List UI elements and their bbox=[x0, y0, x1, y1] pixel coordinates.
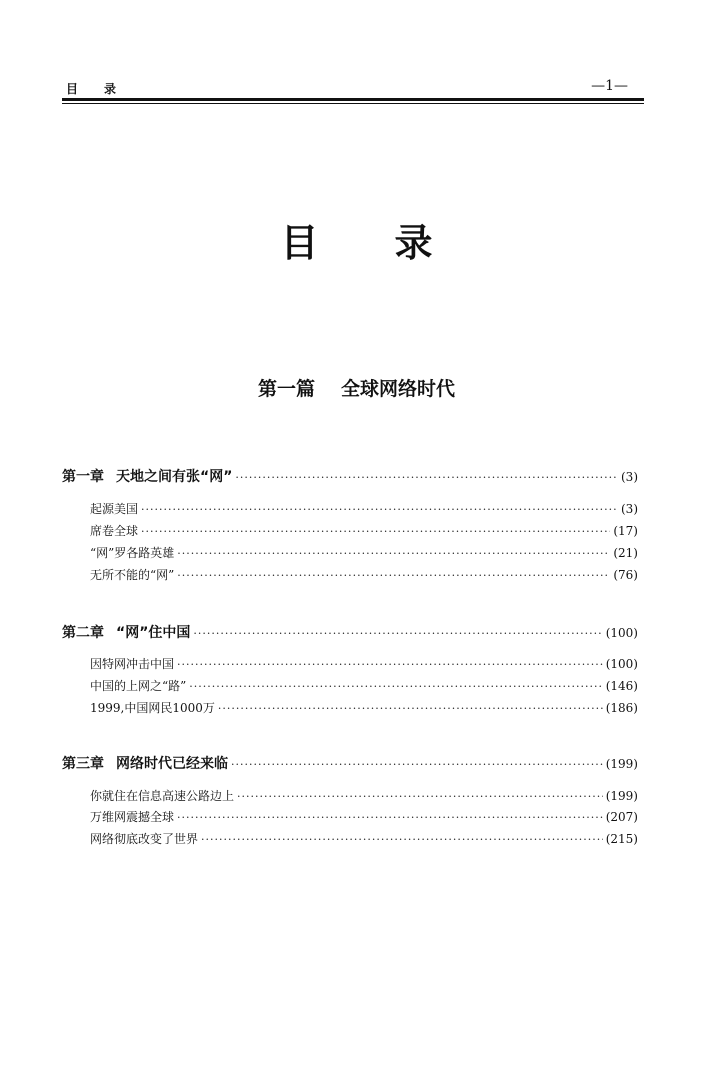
part-title: 全球网络时代 bbox=[341, 378, 456, 400]
dot-leader bbox=[141, 503, 618, 516]
section-title: 因特网冲击中国 bbox=[90, 657, 175, 671]
toc-chapter-3[interactable] bbox=[62, 753, 638, 773]
dot-leader bbox=[177, 547, 610, 560]
toc-chapter-2[interactable] bbox=[62, 622, 638, 642]
dot-leader bbox=[177, 658, 603, 671]
dot-leader bbox=[177, 569, 610, 582]
toc-section[interactable] bbox=[90, 500, 638, 517]
chapter-number: 第一章 bbox=[62, 469, 104, 485]
section-title: 1999,中国网民1000万 bbox=[90, 701, 215, 715]
dot-leader bbox=[218, 702, 603, 715]
section-page: (17) bbox=[613, 524, 638, 538]
header-rule-thin bbox=[62, 103, 644, 104]
section-title: 万维网震撼全球 bbox=[90, 810, 175, 824]
toc-section[interactable] bbox=[90, 830, 638, 847]
header-rule-thick bbox=[62, 98, 644, 101]
section-title: 网络彻底改变了世界 bbox=[90, 832, 199, 846]
section-title: 中国的上网之“路” bbox=[90, 679, 187, 693]
dot-leader bbox=[201, 833, 603, 846]
page-title: 目录 bbox=[280, 221, 509, 265]
dot-leader bbox=[141, 525, 610, 538]
toc-section[interactable] bbox=[90, 522, 638, 539]
section-title: 起源美国 bbox=[90, 502, 139, 516]
chapter-title: 天地之间有张“网” bbox=[116, 469, 233, 485]
chapter-title: “网”住中国 bbox=[116, 625, 191, 641]
part-label: 第一篇 bbox=[257, 378, 315, 400]
dot-leader bbox=[177, 811, 603, 824]
toc-section[interactable] bbox=[90, 677, 638, 694]
section-page: (215) bbox=[605, 832, 638, 846]
section-title: 席卷全球 bbox=[90, 524, 139, 538]
toc-section[interactable] bbox=[90, 566, 638, 583]
running-header bbox=[66, 80, 642, 100]
dot-leader bbox=[193, 627, 602, 640]
section-page: (199) bbox=[605, 789, 638, 803]
section-title: “网”罗各路英雄 bbox=[90, 546, 175, 560]
dot-leader bbox=[189, 680, 602, 693]
section-page: (3) bbox=[621, 502, 638, 516]
toc-section[interactable] bbox=[90, 655, 638, 672]
running-title: 目录 bbox=[66, 82, 143, 96]
toc-section[interactable] bbox=[90, 544, 638, 561]
toc-section[interactable] bbox=[90, 787, 638, 804]
chapter-page: (199) bbox=[605, 757, 638, 771]
dot-leader bbox=[237, 790, 603, 803]
chapter-number: 第二章 bbox=[62, 625, 104, 641]
toc-chapter-1[interactable] bbox=[62, 466, 638, 486]
section-page: (100) bbox=[605, 657, 638, 671]
toc-section[interactable] bbox=[90, 699, 638, 716]
dot-leader bbox=[235, 471, 618, 484]
toc-section[interactable] bbox=[90, 808, 638, 825]
section-page: (21) bbox=[613, 546, 638, 560]
chapter-number: 第三章 bbox=[62, 756, 104, 772]
section-title: 你就住在信息高速公路边上 bbox=[90, 789, 235, 803]
part-heading bbox=[0, 374, 713, 401]
chapter-page: (100) bbox=[605, 626, 638, 640]
section-page: (146) bbox=[605, 679, 638, 693]
section-page: (186) bbox=[605, 701, 638, 715]
chapter-title: 网络时代已经来临 bbox=[116, 756, 228, 772]
dot-leader bbox=[231, 758, 603, 771]
section-title: 无所不能的“网” bbox=[90, 568, 175, 582]
section-page: (207) bbox=[605, 810, 638, 824]
chapter-page: (3) bbox=[621, 470, 638, 484]
page-number: —1— bbox=[591, 78, 628, 94]
section-page: (76) bbox=[613, 568, 638, 582]
